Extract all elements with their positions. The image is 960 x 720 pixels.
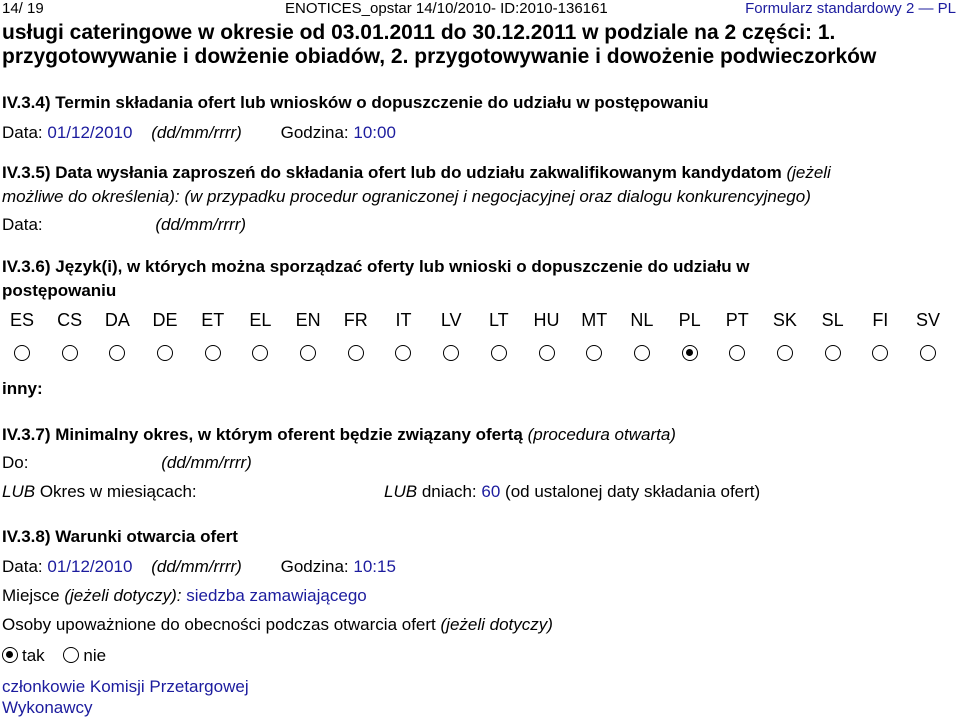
language-label-cs: CS	[57, 310, 83, 330]
section-iv-3-7-days-row	[384, 481, 760, 503]
place-note: (jeżeli dotyczy):	[64, 586, 182, 605]
language-radio-mt[interactable]	[586, 345, 602, 361]
date-format: (dd/mm/rrrr)	[151, 557, 242, 576]
nie-label: nie	[83, 646, 107, 665]
time-label: Godzina:	[280, 557, 349, 576]
date-format: (dd/mm/rrrr)	[161, 453, 252, 472]
language-radio-it[interactable]	[395, 345, 411, 361]
language-radio-et[interactable]	[205, 345, 221, 361]
date-label: Data:	[2, 557, 43, 576]
language-label-et: ET	[201, 310, 225, 330]
time-value[interactable]: 10:00	[353, 123, 396, 142]
days-label: dniach:	[421, 482, 477, 501]
language-radio-en[interactable]	[300, 345, 316, 361]
language-radio-da[interactable]	[109, 345, 125, 361]
language-label-hu: HU	[533, 310, 560, 330]
persons-line-1: członkowie Komisji Przetargowej	[2, 677, 249, 696]
language-radio-hu[interactable]	[539, 345, 555, 361]
language-radio-nl[interactable]	[634, 345, 650, 361]
language-label-it: IT	[395, 310, 412, 330]
place-label: Miejsce	[2, 586, 60, 605]
top-bar	[0, 0, 960, 18]
section-iv-3-6-title: IV.3.6) Język(i), w których można sporządzać oferty lub wnioski o dopuszczenie do udziału w	[2, 257, 750, 276]
days-note: (od ustalonej daty składania ofert)	[505, 482, 761, 501]
language-radio-de[interactable]	[157, 345, 173, 361]
months-label: Okres w miesiącach:	[39, 482, 197, 501]
language-label-sl: SL	[821, 310, 844, 330]
section-iv-3-6-title-line2: postępowaniu	[2, 281, 117, 300]
persons-options	[2, 645, 106, 667]
tak-label: tak	[22, 646, 45, 665]
time-value[interactable]: 10:15	[353, 557, 396, 576]
persons-note: (jeżeli dotyczy)	[440, 615, 553, 634]
date-value[interactable]: 01/12/2010	[47, 557, 133, 576]
date-label: Data:	[2, 123, 43, 142]
section-iv-3-8-persons-row	[2, 614, 553, 636]
language-radio-pt[interactable]	[729, 345, 745, 361]
place-value[interactable]: siedzba zamawiającego	[186, 586, 367, 605]
language-radios	[0, 345, 960, 365]
section-iv-3-5-note: (jeżeli	[786, 163, 831, 182]
notice-id: ENOTICES_opstar 14/10/2010- ID:2010-136161	[285, 0, 608, 17]
date-format: (dd/mm/rrrr)	[151, 123, 242, 142]
section-iv-3-5-title	[2, 162, 831, 184]
form-name: Formularz standardowy 2 — PL	[745, 0, 956, 17]
language-label-lv: LV	[440, 310, 462, 330]
language-label-nl: NL	[630, 310, 654, 330]
section-iv-3-7-title-text: IV.3.7) Minimalny okres, w którym oferent będzie związany ofertą	[2, 425, 523, 444]
language-label-de: DE	[152, 310, 178, 330]
language-radio-el[interactable]	[252, 345, 268, 361]
language-radio-fi[interactable]	[872, 345, 888, 361]
language-radio-sk[interactable]	[777, 345, 793, 361]
section-iv-3-7-note: (procedura otwarta)	[527, 425, 676, 444]
language-label-lt: LT	[488, 310, 509, 330]
language-label-sk: SK	[772, 310, 797, 330]
section-iv-3-5-title-text: IV.3.5) Data wysłania zaproszeń do składania ofert lub do udziału zakwalifikowanym kandydatom	[2, 163, 782, 182]
language-label-mt: MT	[581, 310, 608, 330]
time-label: Godzina:	[280, 123, 349, 142]
section-iv-3-8-place-row	[2, 585, 367, 607]
language-radio-es[interactable]	[14, 345, 30, 361]
section-iv-3-7-period-row	[2, 481, 197, 503]
language-radio-sv[interactable]	[920, 345, 936, 361]
language-label-sv: SV	[915, 310, 940, 330]
language-label-da: DA	[104, 310, 130, 330]
section-iv-3-7-title	[2, 424, 676, 446]
language-label-fi: FI	[872, 310, 889, 330]
language-label-es: ES	[9, 310, 34, 330]
date-value[interactable]: 01/12/2010	[47, 123, 133, 142]
section-iv-3-7-do-row	[2, 452, 252, 474]
language-label-pt: PT	[725, 310, 749, 330]
section-iv-3-5-note-line2: możliwe do określenia): (w przypadku procedur ograniczonej i negocjacyjnej oraz dialogu konkurencyjnego)	[2, 187, 811, 206]
radio-tak[interactable]	[2, 647, 18, 663]
language-radio-pl[interactable]	[682, 345, 698, 361]
radio-nie[interactable]	[63, 647, 79, 663]
section-iv-3-8-title: IV.3.8) Warunki otwarcia ofert	[2, 527, 238, 546]
language-label-en: EN	[295, 310, 321, 330]
language-radio-lv[interactable]	[443, 345, 459, 361]
language-label-fr: FR	[343, 310, 368, 330]
days-value[interactable]: 60	[481, 482, 501, 501]
other-language-label: inny:	[2, 379, 43, 398]
language-label-el: EL	[249, 310, 272, 330]
persons-line-2: Wykonawcy	[2, 698, 93, 717]
section-iv-3-4-title: IV.3.4) Termin składania ofert lub wniosków o dopuszczenie do udziału w postępowaniu	[2, 93, 709, 112]
section-iv-3-5-date-row	[2, 214, 246, 236]
contract-subject: usługi cateringowe w okresie od 03.01.2011 do 30.12.2011 w podziale na 2 części: 1. przygotowywanie i dowżenie obiadów, 2. przygotowywanie i dowożenie podwieczorków	[2, 21, 877, 68]
language-radio-lt[interactable]	[491, 345, 507, 361]
language-labels	[0, 308, 960, 338]
lub-label-1: LUB	[2, 482, 36, 501]
do-label: Do:	[2, 453, 29, 472]
language-label-pl: PL	[678, 310, 701, 330]
page-number: 14/ 19	[2, 0, 44, 17]
lub-label-2: LUB	[384, 482, 418, 501]
section-iv-3-8-date-row	[2, 556, 396, 578]
section-iv-3-4-date-row	[2, 122, 396, 144]
language-radio-cs[interactable]	[62, 345, 78, 361]
date-label: Data:	[2, 215, 43, 234]
persons-label: Osoby upoważnione do obecności podczas otwarcia ofert	[2, 615, 436, 634]
language-radio-sl[interactable]	[825, 345, 841, 361]
language-radio-fr[interactable]	[348, 345, 364, 361]
date-format: (dd/mm/rrrr)	[155, 215, 247, 234]
